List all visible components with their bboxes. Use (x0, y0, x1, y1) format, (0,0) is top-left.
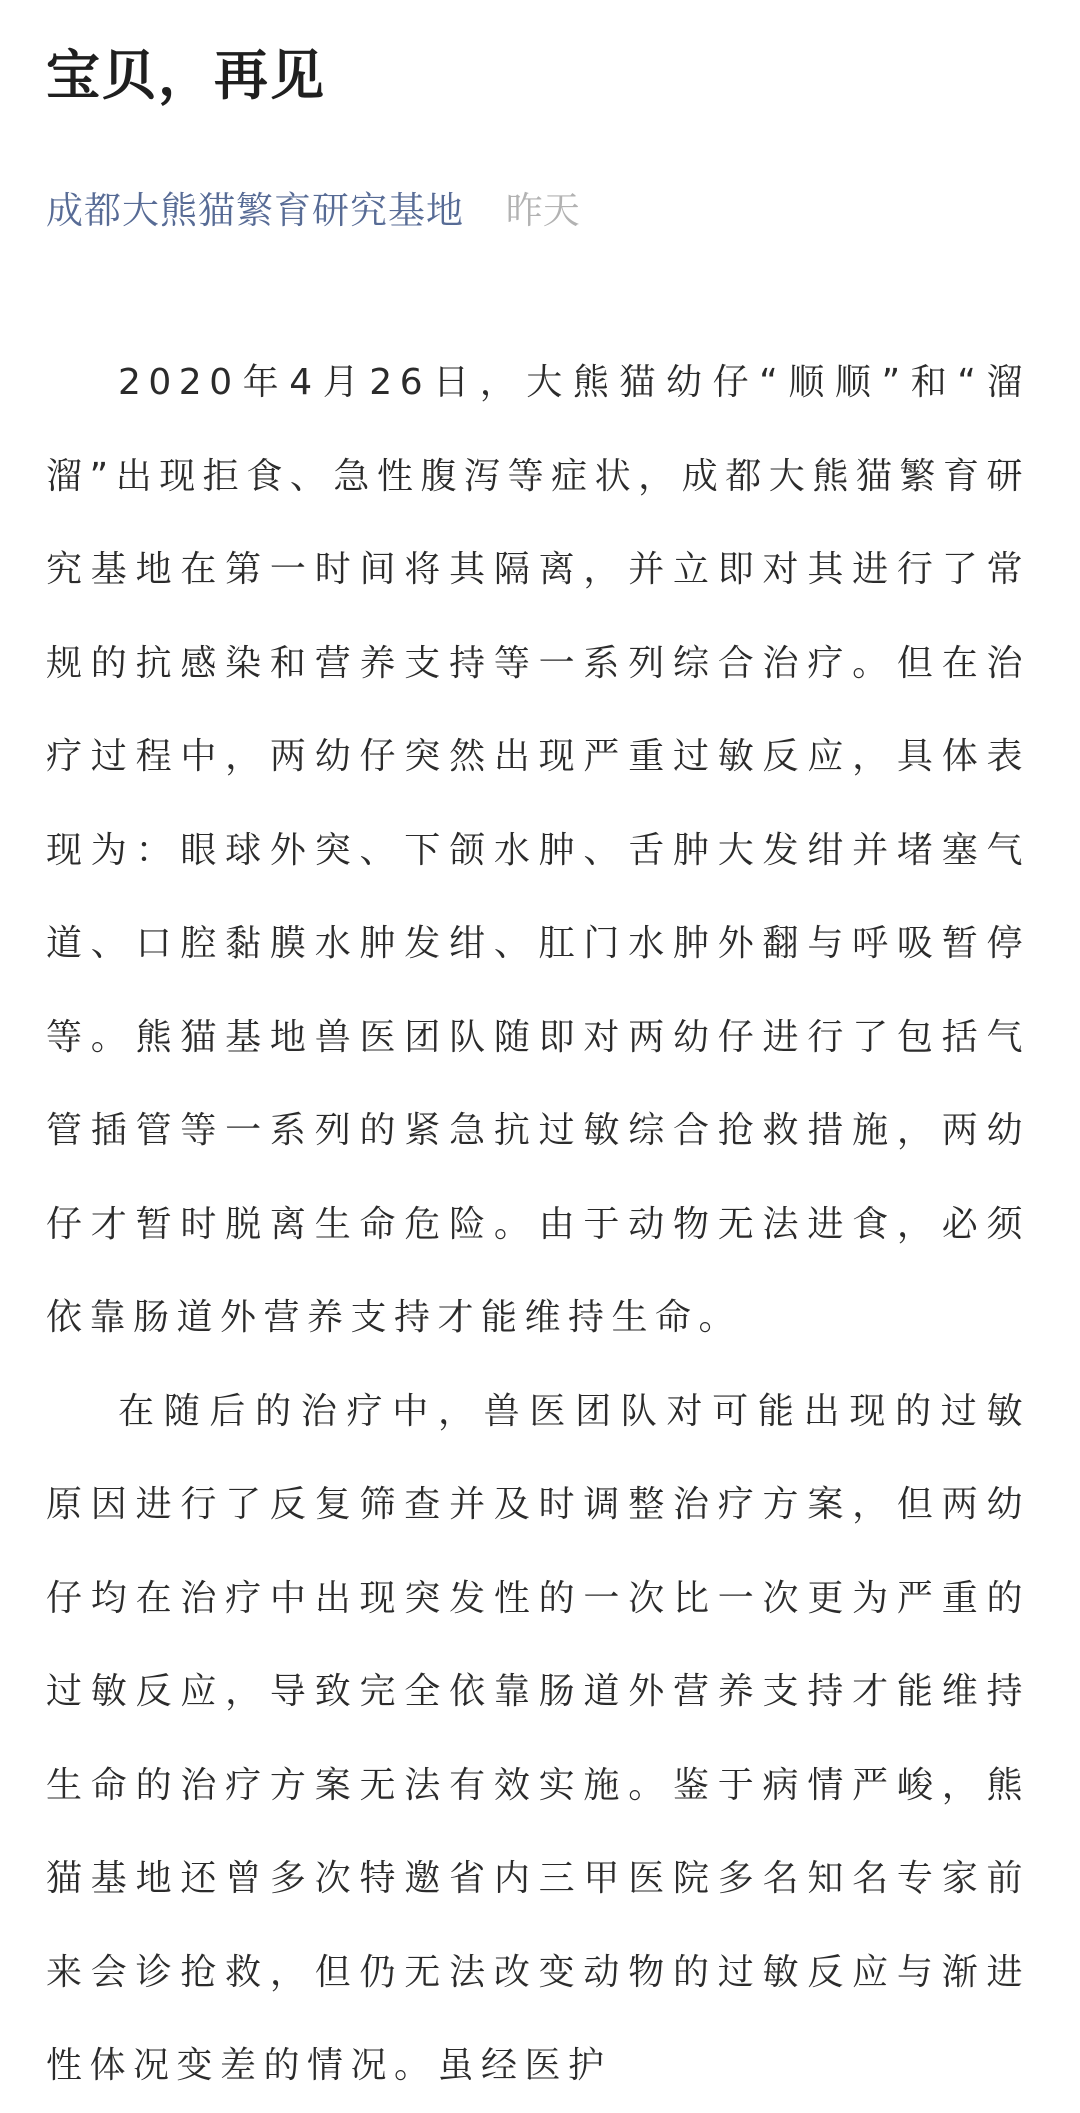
publish-date: 昨天 (505, 189, 580, 232)
paragraph: 在随后的治疗中，兽医团队对可能出现的过敏原因进行了反复筛查并及时调整治疗方案，但两幼仔均在治疗中出现突发性的一次比一次更为严重的过敏反应，导致完全依靠肠道外营养支持才能维持生命的治疗方案无法有效实施。鉴于病情严峻，熊猫基地还曾多次特邀省内三甲医院多名知名专家前来会诊抢救，但仍无法改变动物的过敏反应与渐进性体况变差的情况。虽经医护 (46, 1390, 1030, 2086)
paragraph: 2020年4月26日，大熊猫幼仔“顺顺”和“溜溜”出现拒食、急性腹泻等症状，成都大熊猫繁育研究基地在第一时间将其隔离，并立即对其进行了常规的抗感染和营养支持等一系列综合治疗。但在治疗过程中，两幼仔突然出现严重过敏反应，具体表现为：眼球外突、下颌水肿、舌肿大发绀并堵塞气道、口腔黏膜水肿发绀、肛门水肿外翻与呼吸暂停等。熊猫基地兽医团队随即对两幼仔进行了包括气管插管等一系列的紧急抗过敏综合抢救措施，两幼仔才暂时脱离生命危险。由于动物无法进食，必须依靠肠道外营养支持才能维持生命。 (46, 362, 1030, 1338)
article-meta (46, 186, 1030, 236)
account-name-link[interactable]: 成都大熊猫繁育研究基地 (46, 189, 464, 232)
article-title: 宝贝，再见 (46, 44, 326, 107)
article-content (46, 336, 1030, 2113)
